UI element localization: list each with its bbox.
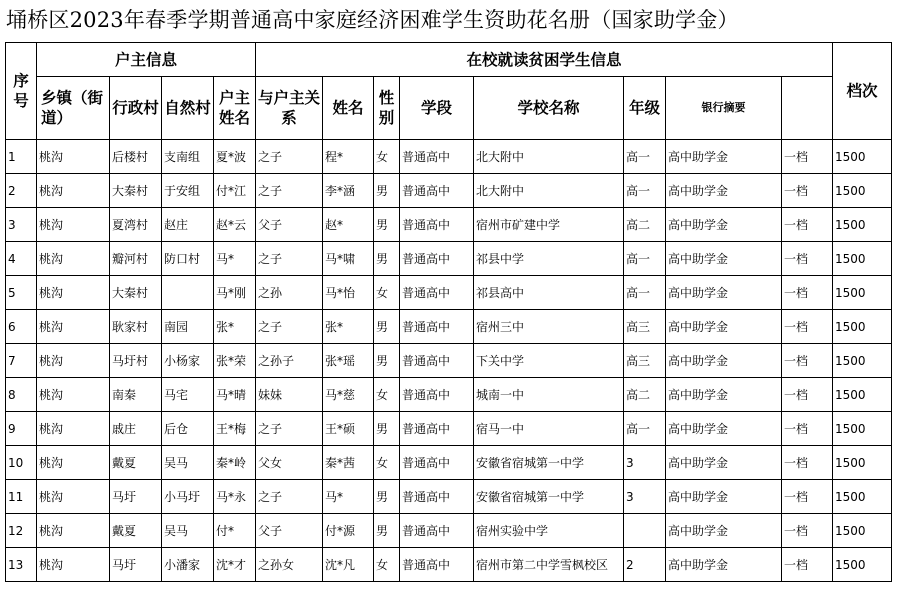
cell-stage: 普通高中 <box>400 378 474 412</box>
cell-stage: 普通高中 <box>400 480 474 514</box>
cell-seq: 13 <box>6 548 37 582</box>
cell-school: 宿州三中 <box>474 310 624 344</box>
table-row <box>6 344 892 378</box>
cell-householder: 马*刚 <box>214 276 256 310</box>
cell-level: 一档 <box>782 412 833 446</box>
cell-year: 高一 <box>624 412 666 446</box>
cell-stage: 普通高中 <box>400 174 474 208</box>
cell-town: 桃沟 <box>37 344 110 378</box>
cell-householder: 付* <box>214 514 256 548</box>
cell-relation: 之孙女 <box>256 548 323 582</box>
cell-village: 大秦村 <box>110 174 162 208</box>
cell-year: 2 <box>624 548 666 582</box>
cell-hamlet: 赵庄 <box>162 208 214 242</box>
cell-name: 付*源 <box>323 514 374 548</box>
header-bank: 银行摘要 <box>666 77 782 140</box>
header-householder: 户主姓名 <box>214 77 256 140</box>
cell-bank: 高中助学金 <box>666 174 782 208</box>
cell-year: 高三 <box>624 310 666 344</box>
cell-householder: 张*荣 <box>214 344 256 378</box>
table-row <box>6 548 892 582</box>
cell-name: 沈*凡 <box>323 548 374 582</box>
cell-stage: 普通高中 <box>400 242 474 276</box>
cell-seq: 6 <box>6 310 37 344</box>
cell-relation: 之子 <box>256 412 323 446</box>
cell-amount: 1500 <box>833 344 892 378</box>
cell-hamlet: 吴马 <box>162 446 214 480</box>
header-row-columns <box>6 77 892 140</box>
cell-householder: 夏*波 <box>214 140 256 174</box>
cell-village: 戴夏 <box>110 446 162 480</box>
cell-householder: 马* <box>214 242 256 276</box>
cell-village: 马圩 <box>110 548 162 582</box>
cell-bank: 高中助学金 <box>666 208 782 242</box>
cell-seq: 1 <box>6 140 37 174</box>
cell-school: 宿马一中 <box>474 412 624 446</box>
cell-bank: 高中助学金 <box>666 344 782 378</box>
cell-name: 赵* <box>323 208 374 242</box>
cell-village: 戚庄 <box>110 412 162 446</box>
cell-seq: 2 <box>6 174 37 208</box>
cell-school: 北大附中 <box>474 140 624 174</box>
cell-stage: 普通高中 <box>400 548 474 582</box>
cell-year: 3 <box>624 446 666 480</box>
cell-seq: 5 <box>6 276 37 310</box>
cell-amount: 1500 <box>833 208 892 242</box>
cell-school: 祁县高中 <box>474 276 624 310</box>
cell-stage: 普通高中 <box>400 514 474 548</box>
cell-level: 一档 <box>782 514 833 548</box>
cell-amount: 1500 <box>833 174 892 208</box>
cell-relation: 父女 <box>256 446 323 480</box>
cell-stage: 普通高中 <box>400 208 474 242</box>
cell-relation: 父子 <box>256 514 323 548</box>
cell-village: 马圩村 <box>110 344 162 378</box>
cell-level: 一档 <box>782 276 833 310</box>
cell-bank: 高中助学金 <box>666 310 782 344</box>
cell-level: 一档 <box>782 446 833 480</box>
cell-name: 张*瑶 <box>323 344 374 378</box>
cell-amount: 1500 <box>833 548 892 582</box>
cell-amount: 1500 <box>833 378 892 412</box>
cell-level: 一档 <box>782 344 833 378</box>
cell-householder: 秦*岭 <box>214 446 256 480</box>
cell-gender: 女 <box>374 276 400 310</box>
cell-hamlet <box>162 276 214 310</box>
table-row <box>6 174 892 208</box>
table-row <box>6 276 892 310</box>
cell-school: 宿州实验中学 <box>474 514 624 548</box>
cell-relation: 妹妹 <box>256 378 323 412</box>
cell-name: 李*涵 <box>323 174 374 208</box>
cell-bank: 高中助学金 <box>666 242 782 276</box>
cell-hamlet: 于安组 <box>162 174 214 208</box>
header-household-group: 户主信息 <box>37 43 256 77</box>
cell-hamlet: 小杨家 <box>162 344 214 378</box>
cell-relation: 之孙子 <box>256 344 323 378</box>
table-row <box>6 140 892 174</box>
cell-school: 下关中学 <box>474 344 624 378</box>
header-row-top <box>6 43 892 77</box>
cell-amount: 1500 <box>833 276 892 310</box>
cell-town: 桃沟 <box>37 310 110 344</box>
table-row <box>6 310 892 344</box>
cell-school: 宿州市第二中学雪枫校区 <box>474 548 624 582</box>
cell-amount: 1500 <box>833 480 892 514</box>
cell-name: 秦*茜 <box>323 446 374 480</box>
cell-name: 马*怡 <box>323 276 374 310</box>
cell-stage: 普通高中 <box>400 446 474 480</box>
cell-gender: 男 <box>374 310 400 344</box>
cell-seq: 4 <box>6 242 37 276</box>
header-seq: 序号 <box>6 43 37 140</box>
table-row <box>6 412 892 446</box>
cell-year: 高一 <box>624 276 666 310</box>
cell-stage: 普通高中 <box>400 344 474 378</box>
cell-bank: 高中助学金 <box>666 446 782 480</box>
cell-level: 一档 <box>782 480 833 514</box>
cell-bank: 高中助学金 <box>666 140 782 174</box>
header-school: 学校名称 <box>474 77 624 140</box>
cell-year: 3 <box>624 480 666 514</box>
cell-gender: 女 <box>374 446 400 480</box>
cell-seq: 3 <box>6 208 37 242</box>
cell-amount: 1500 <box>833 140 892 174</box>
cell-householder: 马*永 <box>214 480 256 514</box>
cell-gender: 男 <box>374 480 400 514</box>
cell-level: 一档 <box>782 310 833 344</box>
cell-seq: 8 <box>6 378 37 412</box>
table-row <box>6 378 892 412</box>
cell-amount: 1500 <box>833 412 892 446</box>
header-stage: 学段 <box>400 77 474 140</box>
cell-amount: 1500 <box>833 310 892 344</box>
cell-hamlet: 小潘家 <box>162 548 214 582</box>
cell-school: 宿州市矿建中学 <box>474 208 624 242</box>
cell-town: 桃沟 <box>37 242 110 276</box>
cell-stage: 普通高中 <box>400 276 474 310</box>
cell-gender: 男 <box>374 412 400 446</box>
cell-level: 一档 <box>782 548 833 582</box>
cell-level: 一档 <box>782 242 833 276</box>
table-row <box>6 480 892 514</box>
cell-town: 桃沟 <box>37 140 110 174</box>
cell-town: 桃沟 <box>37 548 110 582</box>
cell-town: 桃沟 <box>37 514 110 548</box>
header-village: 行政村 <box>110 77 162 140</box>
cell-village: 耿家村 <box>110 310 162 344</box>
cell-gender: 女 <box>374 378 400 412</box>
cell-level: 一档 <box>782 140 833 174</box>
cell-town: 桃沟 <box>37 276 110 310</box>
cell-school: 安徽省宿城第一中学 <box>474 480 624 514</box>
cell-stage: 普通高中 <box>400 310 474 344</box>
cell-hamlet: 马宅 <box>162 378 214 412</box>
page-title: 埇桥区2023年春季学期普通高中家庭经济困难学生资助花名册（国家助学金） <box>6 8 739 32</box>
cell-town: 桃沟 <box>37 378 110 412</box>
cell-gender: 男 <box>374 242 400 276</box>
cell-village: 瓣河村 <box>110 242 162 276</box>
cell-village: 马圩 <box>110 480 162 514</box>
cell-level: 一档 <box>782 208 833 242</box>
cell-school: 城南一中 <box>474 378 624 412</box>
cell-amount: 1500 <box>833 242 892 276</box>
cell-seq: 7 <box>6 344 37 378</box>
cell-relation: 之子 <box>256 140 323 174</box>
cell-seq: 12 <box>6 514 37 548</box>
cell-town: 桃沟 <box>37 446 110 480</box>
cell-name: 马*啸 <box>323 242 374 276</box>
header-level: 档次 <box>833 43 892 140</box>
cell-year <box>624 514 666 548</box>
cell-bank: 高中助学金 <box>666 412 782 446</box>
cell-year: 高一 <box>624 140 666 174</box>
cell-relation: 之子 <box>256 242 323 276</box>
cell-householder: 赵*云 <box>214 208 256 242</box>
cell-householder: 王*梅 <box>214 412 256 446</box>
cell-gender: 女 <box>374 548 400 582</box>
cell-seq: 9 <box>6 412 37 446</box>
cell-name: 张* <box>323 310 374 344</box>
cell-householder: 张* <box>214 310 256 344</box>
cell-year: 高三 <box>624 344 666 378</box>
cell-gender: 男 <box>374 174 400 208</box>
cell-name: 程* <box>323 140 374 174</box>
cell-stage: 普通高中 <box>400 140 474 174</box>
cell-village: 南秦 <box>110 378 162 412</box>
cell-village: 夏湾村 <box>110 208 162 242</box>
header-relation: 与户主关系 <box>256 77 323 140</box>
cell-bank: 高中助学金 <box>666 276 782 310</box>
header-student-group: 在校就读贫困学生信息 <box>256 43 833 77</box>
cell-bank: 高中助学金 <box>666 480 782 514</box>
cell-year: 高二 <box>624 378 666 412</box>
cell-gender: 女 <box>374 140 400 174</box>
header-year: 年级 <box>624 77 666 140</box>
cell-village: 后楼村 <box>110 140 162 174</box>
cell-bank: 高中助学金 <box>666 378 782 412</box>
cell-householder: 马*晴 <box>214 378 256 412</box>
cell-town: 桃沟 <box>37 208 110 242</box>
cell-level: 一档 <box>782 174 833 208</box>
cell-hamlet: 后仓 <box>162 412 214 446</box>
cell-year: 高二 <box>624 208 666 242</box>
cell-village: 戴夏 <box>110 514 162 548</box>
cell-relation: 父子 <box>256 208 323 242</box>
cell-school: 祁县中学 <box>474 242 624 276</box>
cell-amount: 1500 <box>833 514 892 548</box>
table-row <box>6 242 892 276</box>
cell-year: 高一 <box>624 242 666 276</box>
header-hamlet: 自然村 <box>162 77 214 140</box>
student-aid-table <box>5 42 892 582</box>
cell-school: 北大附中 <box>474 174 624 208</box>
header-name: 姓名 <box>323 77 374 140</box>
cell-stage: 普通高中 <box>400 412 474 446</box>
cell-name: 马*慈 <box>323 378 374 412</box>
cell-hamlet: 南园 <box>162 310 214 344</box>
cell-seq: 11 <box>6 480 37 514</box>
cell-town: 桃沟 <box>37 480 110 514</box>
cell-town: 桃沟 <box>37 412 110 446</box>
cell-hamlet: 小马圩 <box>162 480 214 514</box>
cell-householder: 付*江 <box>214 174 256 208</box>
cell-relation: 之子 <box>256 174 323 208</box>
cell-gender: 男 <box>374 208 400 242</box>
cell-name: 马* <box>323 480 374 514</box>
cell-householder: 沈*才 <box>214 548 256 582</box>
cell-relation: 之子 <box>256 310 323 344</box>
cell-name: 王*硕 <box>323 412 374 446</box>
cell-relation: 之子 <box>256 480 323 514</box>
cell-school: 安徽省宿城第一中学 <box>474 446 624 480</box>
cell-hamlet: 吴马 <box>162 514 214 548</box>
cell-bank: 高中助学金 <box>666 514 782 548</box>
header-gender: 性别 <box>374 77 400 140</box>
table-row <box>6 446 892 480</box>
cell-gender: 男 <box>374 514 400 548</box>
table-row <box>6 208 892 242</box>
cell-year: 高一 <box>624 174 666 208</box>
cell-relation: 之孙 <box>256 276 323 310</box>
cell-town: 桃沟 <box>37 174 110 208</box>
cell-hamlet: 支南组 <box>162 140 214 174</box>
header-town: 乡镇（街道） <box>37 77 110 140</box>
cell-hamlet: 防口村 <box>162 242 214 276</box>
cell-gender: 男 <box>374 344 400 378</box>
cell-village: 大秦村 <box>110 276 162 310</box>
table-row <box>6 514 892 548</box>
cell-level: 一档 <box>782 378 833 412</box>
cell-amount: 1500 <box>833 446 892 480</box>
cell-bank: 高中助学金 <box>666 548 782 582</box>
cell-seq: 10 <box>6 446 37 480</box>
